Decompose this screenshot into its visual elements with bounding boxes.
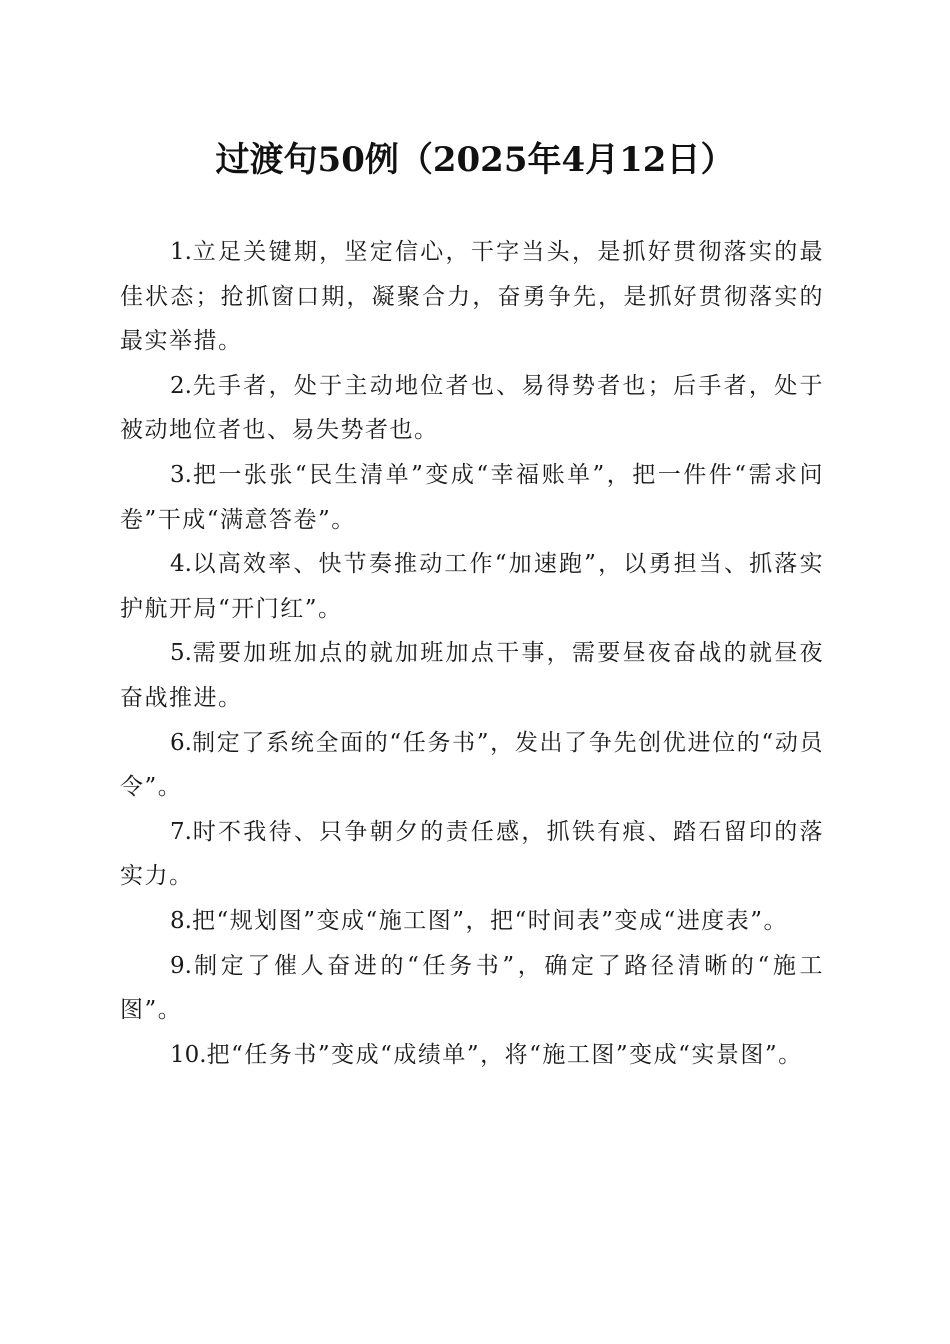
paragraph-text: 把一张张“民生清单”变成“幸福账单”，把一件件“需求问卷”干成“满意答卷”。	[120, 461, 824, 533]
paragraph-1	[120, 230, 824, 364]
paragraph-text: 制定了催人奋进的“任务书”，确定了路径清晰的“施工图”。	[120, 952, 824, 1024]
paragraph-number: 3.	[170, 461, 192, 488]
paragraph-number: 8.	[170, 907, 192, 934]
paragraph-7	[120, 810, 824, 899]
paragraph-number: 1.	[170, 239, 192, 265]
paragraph-text: 立足关键期，坚定信心，干字当头，是抓好贯彻落实的最佳状态；抢抓窗口期，凝聚合力，奋勇争先，是抓好贯彻落实的最实举措。	[120, 239, 824, 355]
paragraph-9	[120, 944, 824, 1033]
document-title: 过渡句50例（2025年4月12日）	[215, 140, 735, 180]
paragraph-10	[120, 1033, 824, 1078]
paragraph-text: 把“规划图”变成“施工图”，把“时间表”变成“进度表”。	[191, 907, 789, 934]
document-body	[120, 230, 824, 1077]
paragraph-text: 时不我待、只争朝夕的责任感，抓铁有痕、踏石留印的落实力。	[120, 818, 824, 890]
paragraph-text: 把“任务书”变成“成绩单”，将“施工图”变成“实景图”。	[206, 1041, 803, 1068]
paragraph-number: 9.	[170, 952, 192, 979]
paragraph-8	[120, 899, 824, 944]
paragraph-4	[120, 542, 824, 631]
paragraph-number: 6.	[170, 729, 192, 756]
paragraph-5	[120, 631, 824, 720]
paragraph-text: 需要加班加点的就加班加点干事，需要昼夜奋战的就昼夜奋战推进。	[120, 640, 824, 711]
paragraph-2	[120, 364, 824, 453]
paragraph-number: 4.	[170, 551, 192, 578]
paragraph-number: 5.	[170, 640, 192, 667]
paragraph-text: 以高效率、快节奏推动工作“加速跑”，以勇担当、抓落实护航开局“开门红”。	[120, 551, 824, 622]
paragraph-3	[120, 453, 824, 542]
paragraph-text: 先手者，处于主动地位者也、易得势者也；后手者，处于被动地位者也、易失势者也。	[120, 372, 824, 444]
paragraph-number: 2.	[170, 372, 192, 399]
paragraph-number: 10.	[170, 1041, 207, 1068]
paragraph-number: 7.	[170, 818, 192, 845]
paragraph-6	[120, 721, 824, 810]
paragraph-text: 制定了系统全面的“任务书”，发出了争先创优进位的“动员令”。	[120, 729, 824, 801]
